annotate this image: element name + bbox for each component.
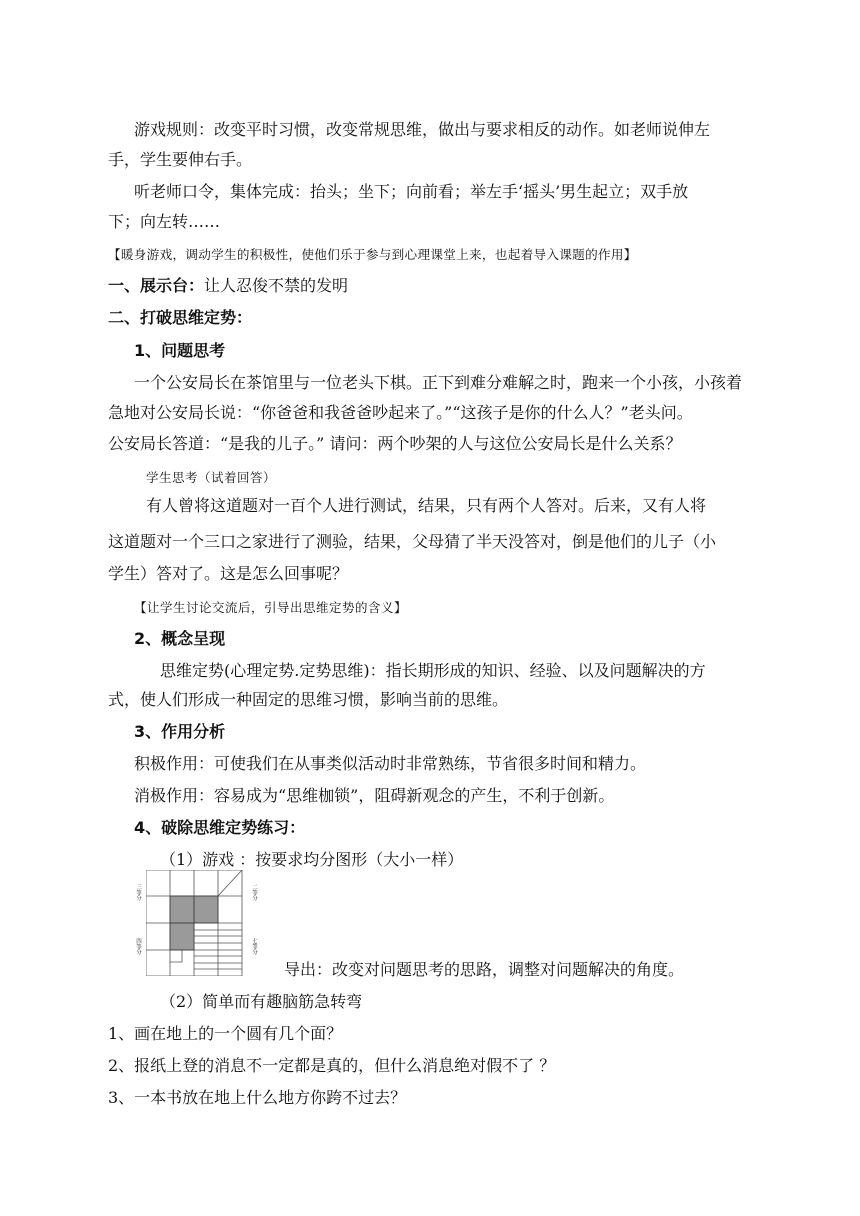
- label-two-parts: 二等分: [251, 884, 257, 901]
- test-line1: 有人曾将这道题对一百个人进行测试，结果，只有两个人答对。后来，又有人将: [146, 496, 707, 515]
- story-line3: 公安局长答道：“是我的儿子。” 请问：两个吵架的人与这位公安局长是什么关系？: [108, 434, 682, 453]
- story-line1: 一个公安局长在茶馆里与一位老头下棋。正下到难分难解之时，跑来一个小孩，小孩着: [134, 373, 743, 392]
- test-line3: 学生）答对了。这是怎么回事呢？: [108, 564, 349, 583]
- riddles-heading: （2）简单而有趣脑筋急转弯: [160, 992, 363, 1011]
- story-line2: 急地对公安局长说：“你爸爸和我爸爸吵起来了。”“这孩子是你的什么人？”老头问。: [108, 403, 693, 422]
- game-rules-line2: 手，学生要伸右手。: [108, 150, 253, 169]
- sub3-heading: 3、作用分析: [134, 722, 226, 741]
- negative-effect: 消极作用：容易成为“思维枷锁”，阻碍新观念的产生，不利于创新。: [134, 786, 615, 805]
- sub2-heading: 2、概念呈现: [134, 629, 226, 648]
- definition-line2: 式，使人们形成一种固定的思维习惯，影响当前的思维。: [108, 690, 509, 709]
- shape-game: （1）游戏 ：按要求均分图形（大小一样）: [160, 850, 464, 869]
- label-four-parts: 四等分: [135, 938, 141, 955]
- sub1-heading: 1、问题思考: [134, 341, 226, 360]
- game-rules-line1: 游戏规则：改变平时习惯，改变常规思维，做出与要求相反的动作。如老师说伸左: [134, 120, 711, 139]
- positive-effect: 积极作用：可使我们在从事类似活动时非常熟练，节省很多时间和精力。: [134, 754, 647, 773]
- section2-heading: 二、打破思维定势：: [108, 308, 253, 327]
- label-three-parts: 三等分: [135, 884, 141, 901]
- game-command-line1: 听老师口令，集体完成：抬头；坐下；向前看；举左手‘摇头’男生起立；双手放: [134, 182, 689, 201]
- game-command-line2: 下；向左转……: [108, 212, 221, 231]
- section1: [108, 275, 348, 297]
- test-line2: 这道题对一个三口之家进行了测验，结果，父母猜了半天没答对，倒是他们的儿子（小: [108, 532, 717, 551]
- discussion-note: 【让学生讨论交流后，引导出思维定势的含义】: [134, 600, 408, 615]
- definition-line1: 思维定势(心理定势.定势思维)：指长期形成的知识、经验、以及问题解决的方: [160, 661, 706, 680]
- section1-text: 让人忍俊不禁的发明: [204, 276, 349, 295]
- riddle-1: 1、画在地上的一个圆有几个面？: [108, 1024, 343, 1043]
- student-thinking: 学生思考（试着回答）: [146, 470, 277, 485]
- section1-heading: 一、展示台：: [108, 276, 205, 295]
- label-seven-parts: 七等分: [251, 938, 257, 955]
- riddle-3: 3、一本书放在地上什么地方你跨不过去？: [108, 1088, 407, 1107]
- sub4-heading: 4、破除思维定势练习：: [134, 818, 306, 837]
- riddle-2: 2、报纸上登的消息不一定都是真的，但什么消息绝对假不了 ？: [108, 1056, 556, 1075]
- warmup-note: 【暖身游戏，调动学生的积极性，使他们乐于参与到心理课堂上来，也起着导入课题的作用】: [108, 247, 637, 262]
- figure-conclusion: 导出：改变对问题思考的思路，调整对问题解决的角度。: [284, 960, 685, 979]
